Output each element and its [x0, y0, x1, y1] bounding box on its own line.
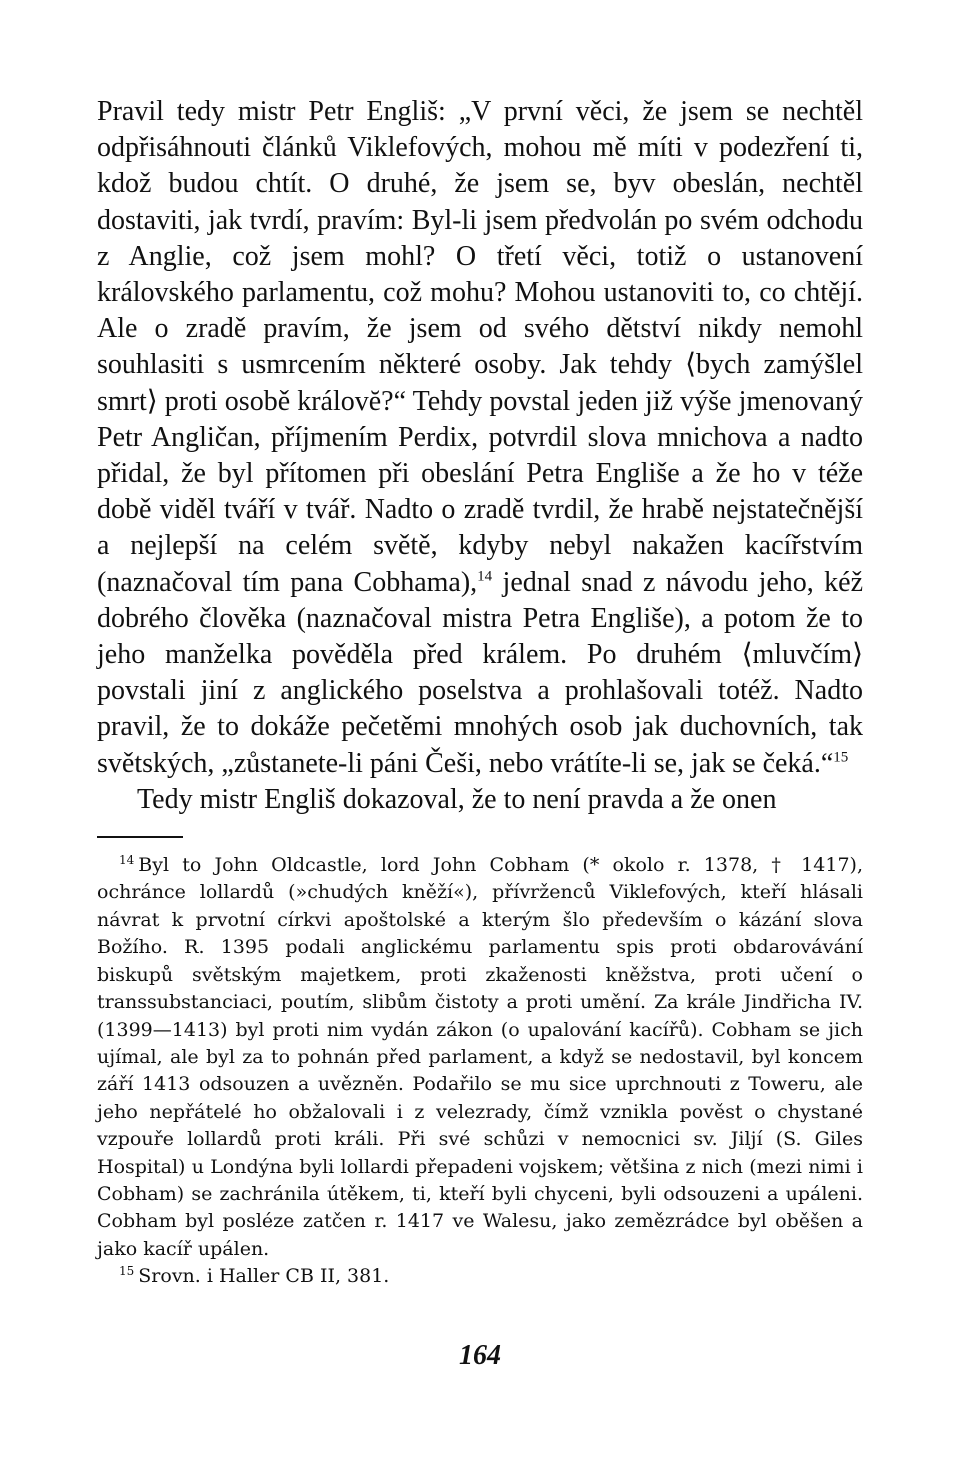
page-number: 164 [459, 1340, 501, 1371]
footnote-15 [97, 1263, 863, 1290]
paragraph-1 [97, 94, 863, 782]
footnote-ref-14[interactable]: 14 [477, 568, 493, 585]
footnote-text: Srovn. i Haller CB II, 381. [138, 1265, 390, 1288]
footnote-separator [97, 836, 183, 838]
paragraph-2: Tedy mistr Engliš dokazoval, že to není pravda a že onen [137, 783, 777, 815]
main-text [97, 94, 863, 818]
book-page [97, 94, 863, 1291]
footnote-14 [97, 852, 863, 1263]
footnote-mark: 14 [119, 852, 135, 867]
paragraph-1-part-a: Pravil tedy mistr Petr Engliš: „V první věci, že jsem se nechtěl odpřisáhnouti článků Viklefových, mohou mě míti v podezření ti, kdož budou chtít. O druhé, že jsem se, byv obeslán, nechtěl dostaviti, jak tvrdí, pravím: Byl-li jsem předvolán po svém odchodu z Anglie, což jsem mohl? O třetí věci, totiž o ustanovení královského parlamentu, což mohu? Mohou ustanoviti to, co chtějí. Ale o zradě pravím, že jsem od svého dětství nikdy nemohl souhlasiti s usmrcením některé osoby. Jak tehdy ⟨bych zamýšlel smrt⟩ proti osobě královĕ?“ Tehdy povstal jeden již výše jmenovaný Petr Angličan, příjmením Perdix, potvrdil slova mnichova a nadto přidal, že byl přítomen při obeslání Petra Engliše a že ho v téže době viděl tváří v tvář. Nadto o zradě tvrdil, že hrabě nejstatečnější a nejlepší na celém světě, kdyby nebyl nakažen kacířstvím (naznačoval tím pana Cobhama), [97, 96, 863, 598]
footnote-ref-15[interactable]: 15 [833, 749, 849, 766]
paragraph-1-part-b: jednal snad z návodu jeho, kéž dobrého člověka (naznačoval mistra Petra Engliše), a potom že to jeho manželka pověděla před králem. Po druhém ⟨mluvčím⟩ povstali jiní z anglického poselstva a prohlašovali totéž. Nadto pravil, že to dokáže pečetěmi mnohých osob jak duchovních, tak světských, „zůstanete-li páni Češi, nebo vrátíte-li se, jak se čeká.“ [97, 566, 864, 779]
footnote-text: Byl to John Oldcastle, lord John Cobham (* okolo r. 1378, † 1417), ochránce lollardů (»chudých kněží«), přívrženců Viklefových, kteří hlásali návrat k prvotní církvi apoštolské a kterým šlo především o kázání slova Božího. R. 1395 podali anglickému parlamentu spis proti obdarovávání biskupů světským majetkem, proti zkaženosti kněžstva, proti učení o transsubstanciaci, poutím, slibům čistoty a proti umění. Za krále Jindřicha IV. (1399—1413) byl proti nim vydán zákon (o upalování kacířů). Cobham se jich ujímal, ale byl za to pohnán před parlament, a když se nedostavil, byl koncem září 1413 odsouzen a uvězněn. Podařilo se mu sice uprchnouti z Toweru, ale jeho nepřátelé ho obžalovali i z velezrady, čímž vznikla pověst o chystané vzpouře lollardů proti králi. Při své schůzi v nemocnici sv. Jiljí (S. Giles Hospital) u Londýna byli lollardi přepadeni vojskem; většina z nich (mezi nimi i Cobham) se zachránila útěkem, ti, kteří byli chyceni, byli odsouzeni a upáleni. Cobham byl posléze zatčen r. 1417 ve Walesu, jako zemězrádce byl oběšen a jako kacíř upálen. [97, 854, 863, 1260]
footnotes [97, 852, 863, 1291]
footnote-mark: 15 [119, 1263, 135, 1278]
